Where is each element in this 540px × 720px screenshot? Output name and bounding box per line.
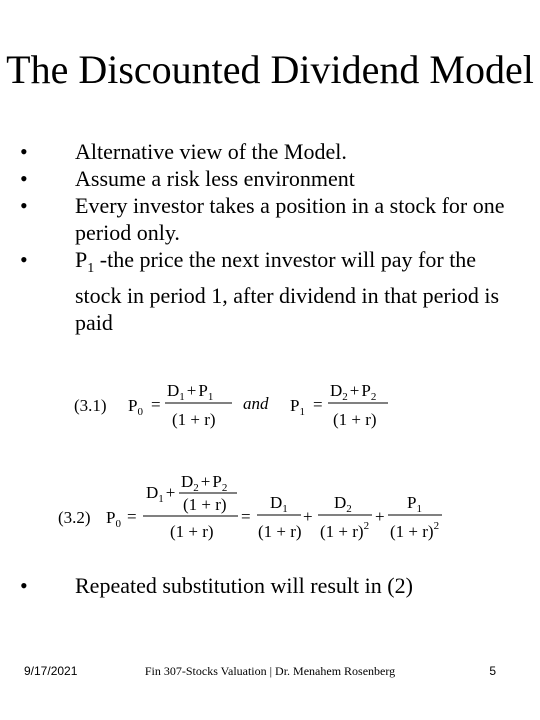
bullet-text-p1-subscript: 1: [87, 261, 95, 276]
footer-course: Fin 307-Stocks Valuation | Dr. Menahem Rosenberg: [144, 664, 396, 678]
equation-3-1: [74, 381, 388, 429]
eq32-equals: =: [127, 507, 137, 526]
eq31-equals-2: =: [313, 395, 323, 414]
bullet-text: Repeated substitution will result in (2): [75, 573, 413, 598]
eq32-plus-1: +: [303, 507, 313, 526]
bullet-text-p1-rest: -the price the next investor will pay for the stock in period 1, after dividend in that period is paid: [75, 247, 500, 335]
eq32-term1-num: $D_1$: [270, 493, 288, 515]
eq31-numerator-2: $D_2 + P_2$: [330, 381, 377, 403]
eq32-p0: $P_0$: [106, 508, 121, 530]
eq32-term3-den: $(1 + r)^2$: [390, 520, 440, 541]
bullet-icon: •: [20, 193, 28, 218]
eq32-term1-den: (1 + r): [258, 522, 302, 541]
equation-3-2: [58, 472, 442, 541]
footer-date: 9/17/2021: [24, 664, 78, 678]
eq31-numerator: $D_1 + P_1$: [167, 381, 214, 403]
bullet-text: Every investor takes a position in a stock for one period only.: [75, 193, 505, 245]
eq32-label: (3.2): [58, 508, 91, 527]
eq31-p0: $P_0$: [128, 396, 143, 418]
bullet-text: Assume a risk less environment: [75, 166, 355, 191]
bottom-bullet-list: [20, 572, 520, 599]
eq31-denominator: (1 + r): [172, 410, 216, 429]
eq32-main-denominator: (1 + r): [170, 522, 214, 541]
eq32-plus-2: +: [375, 507, 385, 526]
eq32-equals-2: =: [241, 507, 251, 526]
slide-title: The Discounted Dividend Model: [6, 47, 534, 92]
footer-page-number: 5: [489, 664, 496, 678]
eq32-term2-den: $(1 + r)^2$: [320, 520, 370, 541]
eq32-term2-num: $D_2$: [334, 493, 352, 515]
bullet-text: Alternative view of the Model.: [75, 139, 347, 164]
eq31-p1: $P_1$: [290, 396, 305, 418]
bullet-icon: •: [20, 573, 28, 598]
bullet-icon: •: [20, 247, 28, 272]
eq31-label: (3.1): [74, 396, 107, 415]
eq32-inner-numerator: $D_2 + P_2$: [181, 472, 228, 494]
eq32-term3-num: $P_1$: [407, 493, 422, 515]
eq31-denominator-2: (1 + r): [333, 410, 377, 429]
eq32-d1: $D_1$ +: [146, 483, 176, 505]
eq31-equals: =: [151, 395, 161, 414]
bullet-text-p1: P: [75, 247, 88, 272]
eq31-and: and: [243, 394, 269, 413]
bullet-icon: •: [20, 139, 28, 164]
bullet-icon: •: [20, 166, 28, 191]
eq32-inner-denominator: (1 + r): [183, 495, 227, 514]
bullet-item: [20, 572, 520, 599]
